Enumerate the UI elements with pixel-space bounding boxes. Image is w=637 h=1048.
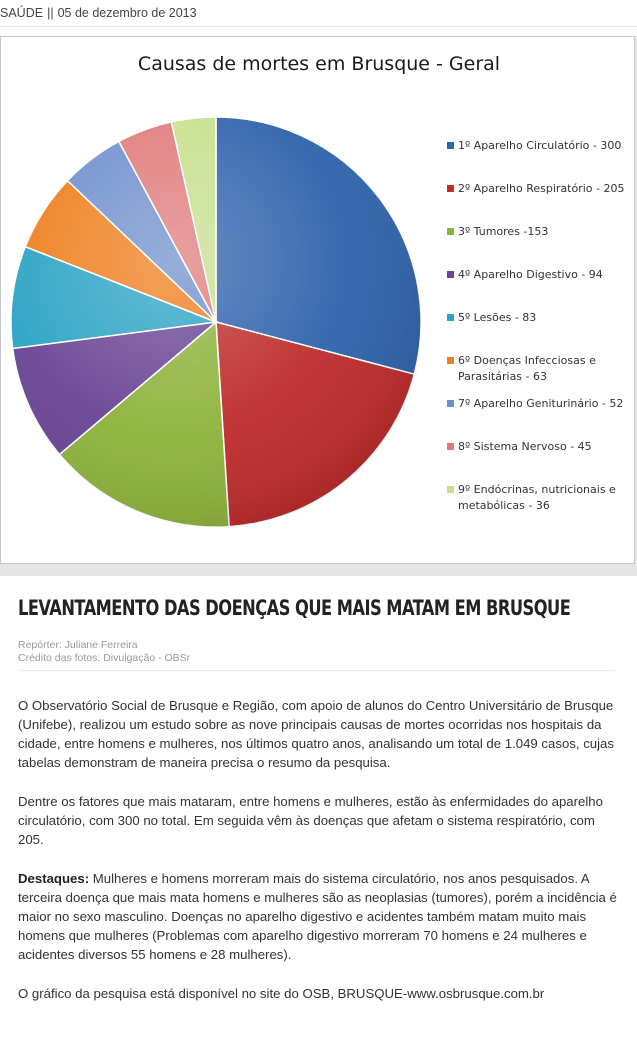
legend-label-9: 9º Endócrinas, nutricionais e: [458, 483, 616, 496]
legend-swatch-6: [447, 357, 454, 364]
pie-slices: [11, 117, 421, 527]
article-body: [18, 696, 618, 1023]
chart-title: Causas de mortes em Brusque - Geral: [137, 53, 501, 75]
meta-divider: [18, 670, 615, 671]
publish-date: 05 de dezembro de 2013: [57, 6, 197, 20]
legend-swatch-7: [447, 400, 454, 407]
reporter: Repórter: Juliane Ferreira: [18, 639, 138, 651]
legend-label-8: 8º Sistema Nervoso - 45: [458, 440, 592, 453]
legend-label-4: 4º Aparelho Digestivo - 94: [458, 268, 603, 281]
legend-swatch-2: [447, 185, 454, 192]
legend-label-2: 2º Aparelho Respiratório - 205: [458, 182, 625, 195]
chart-legend: [447, 139, 625, 512]
legend-label-6: 6º Doenças Infecciosas e: [458, 354, 596, 367]
section-label[interactable]: SAÚDE: [0, 6, 44, 20]
legend-label-7: 7º Aparelho Geniturinário - 52: [458, 397, 624, 410]
chart-figure: [0, 36, 637, 576]
article-title: LEVANTAMENTO DAS DOENÇAS QUE MAIS MATAM EM BRUSQUE: [18, 596, 571, 620]
legend-swatch-3: [447, 228, 454, 235]
legend-swatch-4: [447, 271, 454, 278]
legend-label-5: 5º Lesões - 83: [458, 311, 537, 324]
legend-label-9-cont: metabólicas - 36: [458, 499, 550, 512]
article-meta: [18, 639, 190, 665]
legend-swatch-5: [447, 314, 454, 321]
paragraph-2: Dentre os fatores que mais mataram, entre homens e mulheres, estão às enfermidades do aparelho circulatório, com 300 no total. Em seguida vêm às doenças que afetam o sistema respiratório, com 205.: [18, 794, 603, 847]
legend-swatch-8: [447, 443, 454, 450]
chart-frame: [0, 36, 635, 564]
top-bar: [0, 0, 637, 27]
legend-label-3: 3º Tumores -153: [458, 225, 549, 238]
legend-label-1: 1º Aparelho Circulatório - 300: [458, 139, 622, 152]
pie-chart: [1, 37, 636, 565]
legend-swatch-1: [447, 142, 454, 149]
highlights-text: Mulheres e homens morreram mais do sistema circulatório, nos anos pesquisados. A terceira doença que mais mata homens e mulheres são as neoplasias (tumores), porém a incidência é maior no sexo masculino. Doenças no aparelho digestivo e acidentes também matam muito mais homens que mulheres (Problemas com aparelho digestivo morreram 70 homens e 24 mulheres e acidentes diversos 55 homens e 28 mulheres).: [18, 871, 617, 962]
separator: ||: [47, 6, 54, 20]
paragraph-3: [18, 869, 618, 964]
paragraph-1: O Observatório Social de Brusque e Região, com apoio de alunos do Centro Universitário de Brusque (Unifebe), realizou um estudo sobre as nove principais causas de mortes ocorridas nos hospitais da cidade, entre homens e mulheres, nos últimos quatro anos, analisando um total de 1.049 casos, cujas tabelas demonstram de maneira precisa o resumo da pesquisa.: [18, 698, 614, 770]
photo-credit: Crédito das fotos: Divulgação - OBSr: [18, 652, 191, 664]
paragraph-4: O gráfico da pesquisa está disponível no site do OSB, BRUSQUE-www.osbrusque.com.br: [18, 986, 545, 1001]
legend-label-6-cont: Parasitárias - 63: [458, 370, 547, 383]
highlights-label: Destaques:: [18, 871, 90, 886]
legend-swatch-9: [447, 486, 454, 493]
